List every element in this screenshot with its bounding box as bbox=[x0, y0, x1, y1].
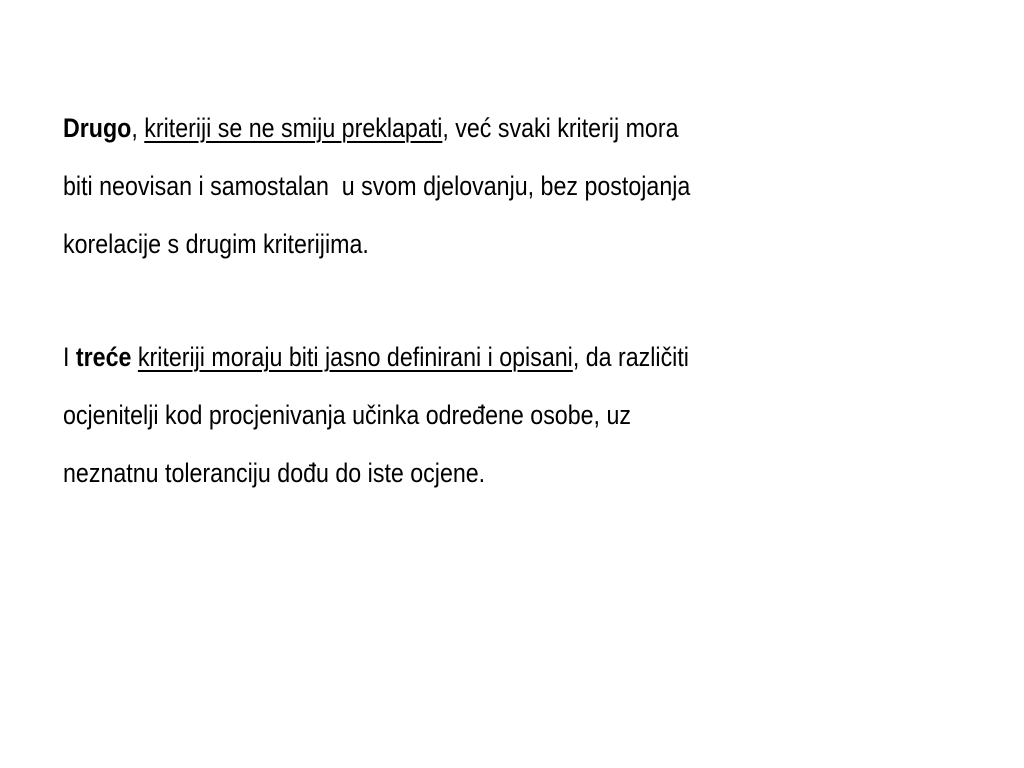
paragraph-third-criterion bbox=[63, 328, 871, 502]
underlined-phrase: kriteriji moraju biti jasno definirani i opisani bbox=[137, 342, 573, 372]
paragraph-2-line-3: neznatnu toleranciju dođu do iste ocjene. bbox=[63, 458, 486, 488]
underlined-phrase: kriteriji se ne smiju preklapati bbox=[144, 113, 443, 143]
text-fragment: , već svaki kriterij mora bbox=[442, 113, 679, 143]
paragraph-second-criterion bbox=[63, 99, 871, 273]
bold-term-trece: treće bbox=[75, 342, 132, 372]
paragraph-1-line-2: biti neovisan i samostalan u svom djelovanju, bez postojanja bbox=[63, 171, 691, 201]
paragraph-2-line-1 bbox=[63, 328, 871, 386]
text-fragment: , bbox=[131, 113, 145, 143]
paragraph-2-line-2: ocjenitelji kod procjenivanja učinka određene osobe, uz bbox=[63, 400, 631, 430]
text-fragment: I bbox=[63, 342, 76, 372]
bold-term-drugo: Drugo bbox=[63, 113, 132, 143]
paragraph-1-line-3: korelacije s drugim kriterijima. bbox=[63, 229, 369, 259]
paragraph-1-line-1 bbox=[63, 99, 871, 157]
text-fragment: , da različiti bbox=[572, 342, 689, 372]
